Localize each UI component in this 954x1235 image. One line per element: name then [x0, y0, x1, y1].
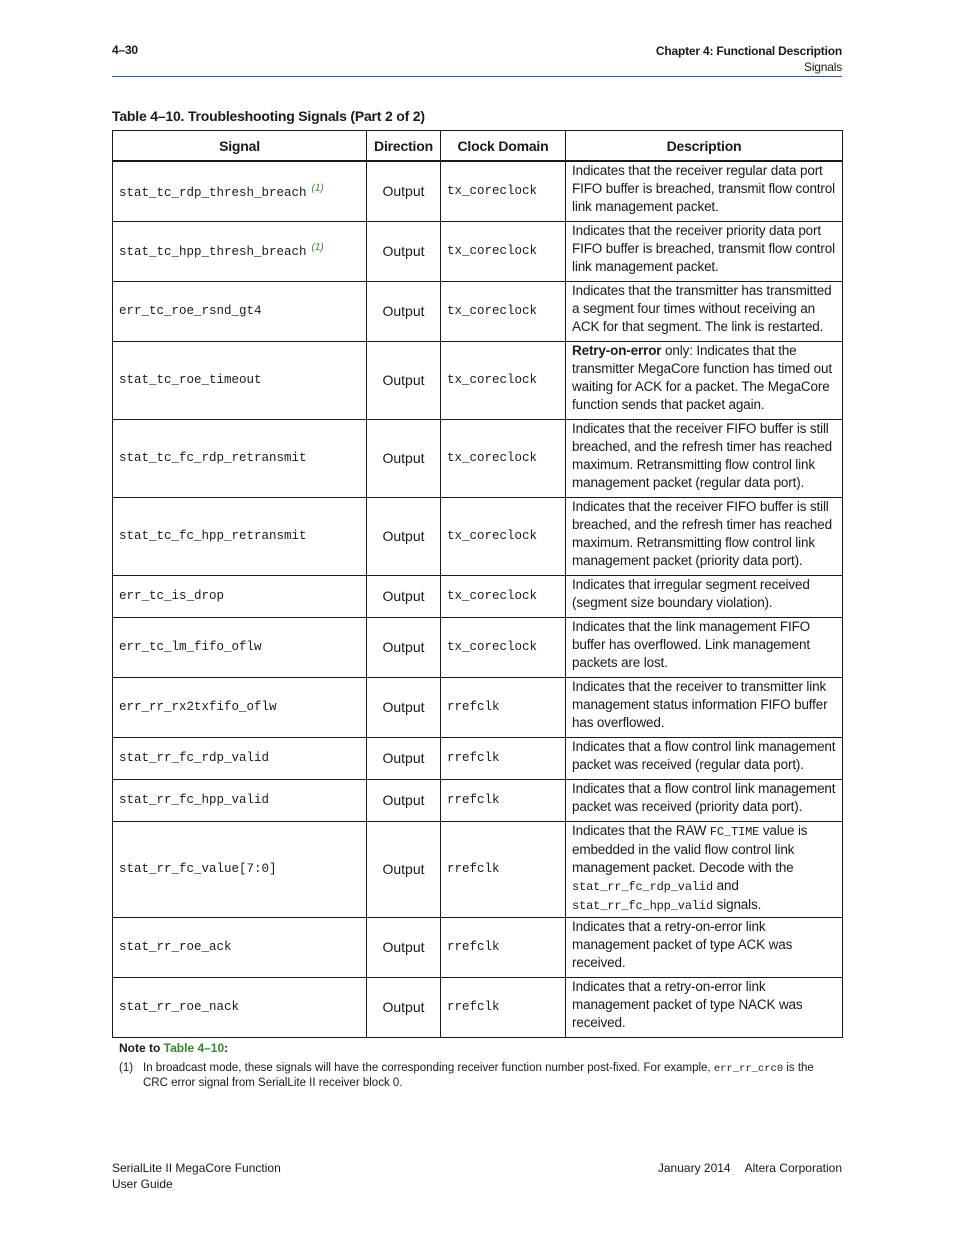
description-text: value is embedded in the valid flow control link management packet. Decode with the: [572, 822, 808, 875]
signal-name: stat_rr_fc_hpp_valid: [119, 793, 270, 807]
signal-name: stat_tc_fc_rdp_retransmit: [119, 451, 307, 465]
signal-name: stat_rr_fc_value[7:0]: [119, 862, 277, 876]
col-header-description: Description: [566, 131, 843, 162]
clock-domain-cell: tx_coreclock: [441, 617, 566, 677]
description-text: Indicates that the RAW: [572, 822, 710, 838]
signal-name-cell: [113, 617, 367, 677]
signal-name: stat_rr_fc_rdp_valid: [119, 751, 270, 765]
clock-domain-cell: tx_coreclock: [441, 161, 566, 221]
signal-name: stat_rr_roe_nack: [119, 1000, 240, 1014]
description-cell: [566, 281, 843, 341]
signal-name: stat_tc_roe_timeout: [119, 373, 262, 387]
table-row: [113, 281, 843, 341]
signal-name-cell: [113, 575, 367, 617]
direction-cell: Output: [367, 737, 441, 779]
description-text: Indicates that the receiver regular data port FIFO buffer is breached, transmit flow control link management packet.: [572, 163, 835, 214]
footer-product: SerialLite II MegaCore Function: [112, 1161, 281, 1175]
direction-cell: Output: [367, 161, 441, 221]
description-text: and: [713, 877, 739, 893]
description-cell: [566, 917, 843, 977]
running-header: [656, 43, 842, 75]
clock-domain-cell: rrefclk: [441, 677, 566, 737]
description-text: Indicates that the receiver to transmitter link management status information FIFO buffer has overflowed.: [572, 678, 828, 730]
description-text: Indicates that the transmitter has transmitted a segment four times without receiving an ACK for that segment. The link is restarted.: [572, 282, 832, 334]
table-row: [113, 677, 843, 737]
description-cell: [566, 221, 843, 281]
direction-cell: Output: [367, 821, 441, 917]
table-note-title: [119, 1041, 228, 1055]
footnote-reference-link[interactable]: (1): [311, 182, 324, 194]
clock-domain-cell: tx_coreclock: [441, 281, 566, 341]
signal-name-cell: [113, 821, 367, 917]
direction-cell: Output: [367, 419, 441, 497]
description-text: Indicates that a retry-on-error link management packet of type NACK was received.: [572, 978, 803, 1030]
description-code: FC_TIME: [709, 824, 760, 839]
table-row: [113, 221, 843, 281]
clock-domain-cell: rrefclk: [441, 917, 566, 977]
signal-name-cell: [113, 779, 367, 821]
footer-date: January 2014: [657, 1161, 731, 1175]
signal-name: stat_rr_roe_ack: [119, 940, 232, 954]
signal-name: stat_tc_rdp_thresh_breach: [119, 185, 307, 200]
table-row: [113, 977, 843, 1037]
clock-domain-cell: tx_coreclock: [441, 221, 566, 281]
troubleshooting-signals-table: [112, 130, 843, 1038]
note-text-after: is the CRC error signal from SerialLite II receiver block 0.: [143, 1062, 814, 1089]
col-header-clock-domain: Clock Domain: [441, 131, 566, 162]
signal-name: err_tc_is_drop: [119, 589, 225, 603]
clock-domain-cell: rrefclk: [441, 821, 566, 917]
direction-cell: Output: [367, 497, 441, 575]
signal-name-cell: [113, 677, 367, 737]
description-text: Indicates that irregular segment received (segment size boundary violation).: [572, 576, 810, 610]
description-cell: [566, 977, 843, 1037]
signal-name: stat_tc_fc_hpp_retransmit: [119, 529, 307, 543]
description-text: Indicates that a retry-on-error link management packet of type ACK was received.: [572, 918, 793, 970]
table-row: [113, 617, 843, 677]
description-cell: [566, 617, 843, 677]
direction-cell: Output: [367, 575, 441, 617]
footer-doc-type: User Guide: [112, 1177, 173, 1191]
description-cell: [566, 821, 843, 917]
direction-cell: Output: [367, 617, 441, 677]
footer-right: [658, 1160, 842, 1176]
clock-domain-cell: rrefclk: [441, 977, 566, 1037]
footer-company: Altera Corporation: [744, 1161, 842, 1175]
description-text: Indicates that a flow control link management packet was received (regular data port).: [572, 738, 836, 772]
clock-domain-cell: tx_coreclock: [441, 575, 566, 617]
col-header-direction: Direction: [367, 131, 441, 162]
clock-domain-cell: tx_coreclock: [441, 497, 566, 575]
direction-cell: Output: [367, 341, 441, 419]
table-reference-link[interactable]: Table 4–10: [163, 1041, 225, 1055]
table-row: [113, 737, 843, 779]
description-cell: [566, 737, 843, 779]
header-rule: [112, 76, 842, 77]
clock-domain-cell: rrefclk: [441, 779, 566, 821]
clock-domain-cell: tx_coreclock: [441, 341, 566, 419]
signal-name: err_tc_lm_fifo_oflw: [119, 640, 262, 654]
direction-cell: Output: [367, 677, 441, 737]
description-text: Indicates that the link management FIFO buffer has overflowed. Link management packets are lost.: [572, 618, 811, 670]
description-text: Indicates that the receiver priority data port FIFO buffer is breached, transmit flow control link management packet.: [572, 222, 835, 274]
table-caption: Table 4–10. Troubleshooting Signals (Part 2 of 2): [112, 108, 425, 124]
description-cell: [566, 779, 843, 821]
table-header-row: [113, 131, 843, 162]
signal-name: stat_tc_hpp_thresh_breach: [119, 245, 307, 260]
signal-name-cell: [113, 419, 367, 497]
signal-name-cell: [113, 341, 367, 419]
signal-name-cell: [113, 161, 367, 221]
direction-cell: Output: [367, 281, 441, 341]
clock-domain-cell: tx_coreclock: [441, 419, 566, 497]
signal-name-cell: [113, 497, 367, 575]
description-code: stat_rr_fc_rdp_valid: [572, 879, 714, 894]
signal-name-cell: [113, 977, 367, 1037]
table-row: [113, 779, 843, 821]
table-row: [113, 821, 843, 917]
direction-cell: Output: [367, 917, 441, 977]
section-title: Signals: [804, 60, 842, 74]
description-code: stat_rr_fc_hpp_valid: [572, 898, 714, 913]
description-cell: [566, 497, 843, 575]
note-text: [143, 1061, 839, 1090]
direction-cell: Output: [367, 779, 441, 821]
description-text: Indicates that the receiver FIFO buffer is still breached, and the refresh timer has reached maximum. Retransmitting flow control link management packet (priority data port).: [572, 498, 832, 568]
note-code: err_rr_crc0: [713, 1063, 784, 1075]
chapter-title: Chapter 4: Functional Description: [655, 44, 842, 58]
col-header-signal: Signal: [113, 131, 367, 162]
table-note-item: [119, 1061, 839, 1090]
direction-cell: Output: [367, 221, 441, 281]
description-text: Indicates that the receiver FIFO buffer is still breached, and the refresh timer has reached maximum. Retransmitting flow control link management packet (regular data port).: [572, 420, 832, 490]
signal-name-cell: [113, 221, 367, 281]
description-text: signals.: [713, 896, 762, 912]
signal-name-cell: [113, 281, 367, 341]
table-row: [113, 575, 843, 617]
description-emphasis: Retry-on-error: [572, 342, 662, 358]
signal-name-cell: [113, 917, 367, 977]
direction-cell: Output: [367, 977, 441, 1037]
table-row: [113, 917, 843, 977]
footnote-reference-link[interactable]: (1): [311, 242, 324, 254]
signal-name: err_tc_roe_rsnd_gt4: [119, 304, 262, 318]
description-cell: [566, 419, 843, 497]
note-title-suffix: :: [224, 1041, 229, 1055]
description-text: Indicates that a flow control link management packet was received (priority data port).: [572, 780, 836, 814]
page-number: 4–30: [112, 43, 138, 57]
description-cell: [566, 161, 843, 221]
table-row: [113, 161, 843, 221]
description-cell: [566, 575, 843, 617]
table-row: [113, 341, 843, 419]
signal-name-cell: [113, 737, 367, 779]
clock-domain-cell: rrefclk: [441, 737, 566, 779]
table-row: [113, 497, 843, 575]
description-text: only: Indicates that the transmitter MegaCore function has timed out waiting for ACK for a packet. The MegaCore function sends that packet again.: [572, 342, 832, 412]
note-title-prefix: Note to: [119, 1041, 164, 1055]
table-row: [113, 419, 843, 497]
description-cell: [566, 341, 843, 419]
signal-name: err_rr_rx2txfifo_oflw: [119, 700, 277, 714]
footer-left: [112, 1160, 281, 1192]
description-cell: [566, 677, 843, 737]
note-number: (1): [119, 1062, 134, 1074]
note-text-before: In broadcast mode, these signals will have the corresponding receiver function number post-fixed. For example,: [143, 1062, 714, 1074]
